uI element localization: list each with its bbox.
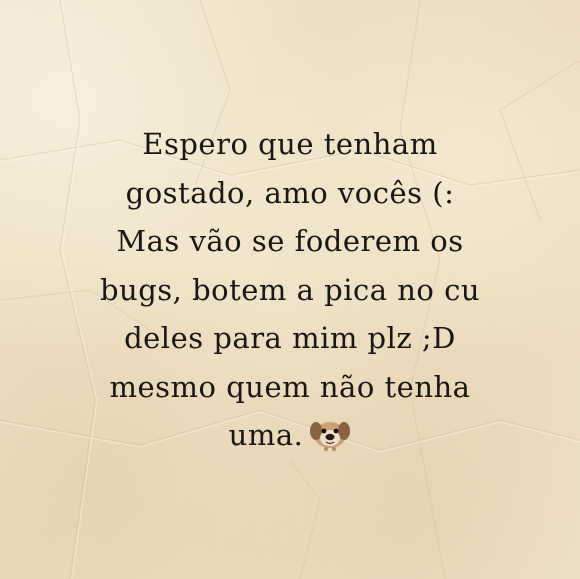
message-line: gostado, amo vocês (: [125, 175, 455, 210]
message-line: mesmo quem não tenha [109, 369, 471, 404]
message-line: Espero que tenham [142, 127, 438, 161]
message-line-last [40, 411, 540, 466]
message-line: bugs, botem a pica no cu [99, 272, 481, 307]
message-line: Mas vão se foderem os [116, 224, 464, 258]
puppy-face-icon [309, 417, 351, 466]
message-line: uma. [228, 418, 304, 452]
message-text [40, 120, 540, 466]
message-line: deles para mim plz ;D [124, 321, 456, 355]
